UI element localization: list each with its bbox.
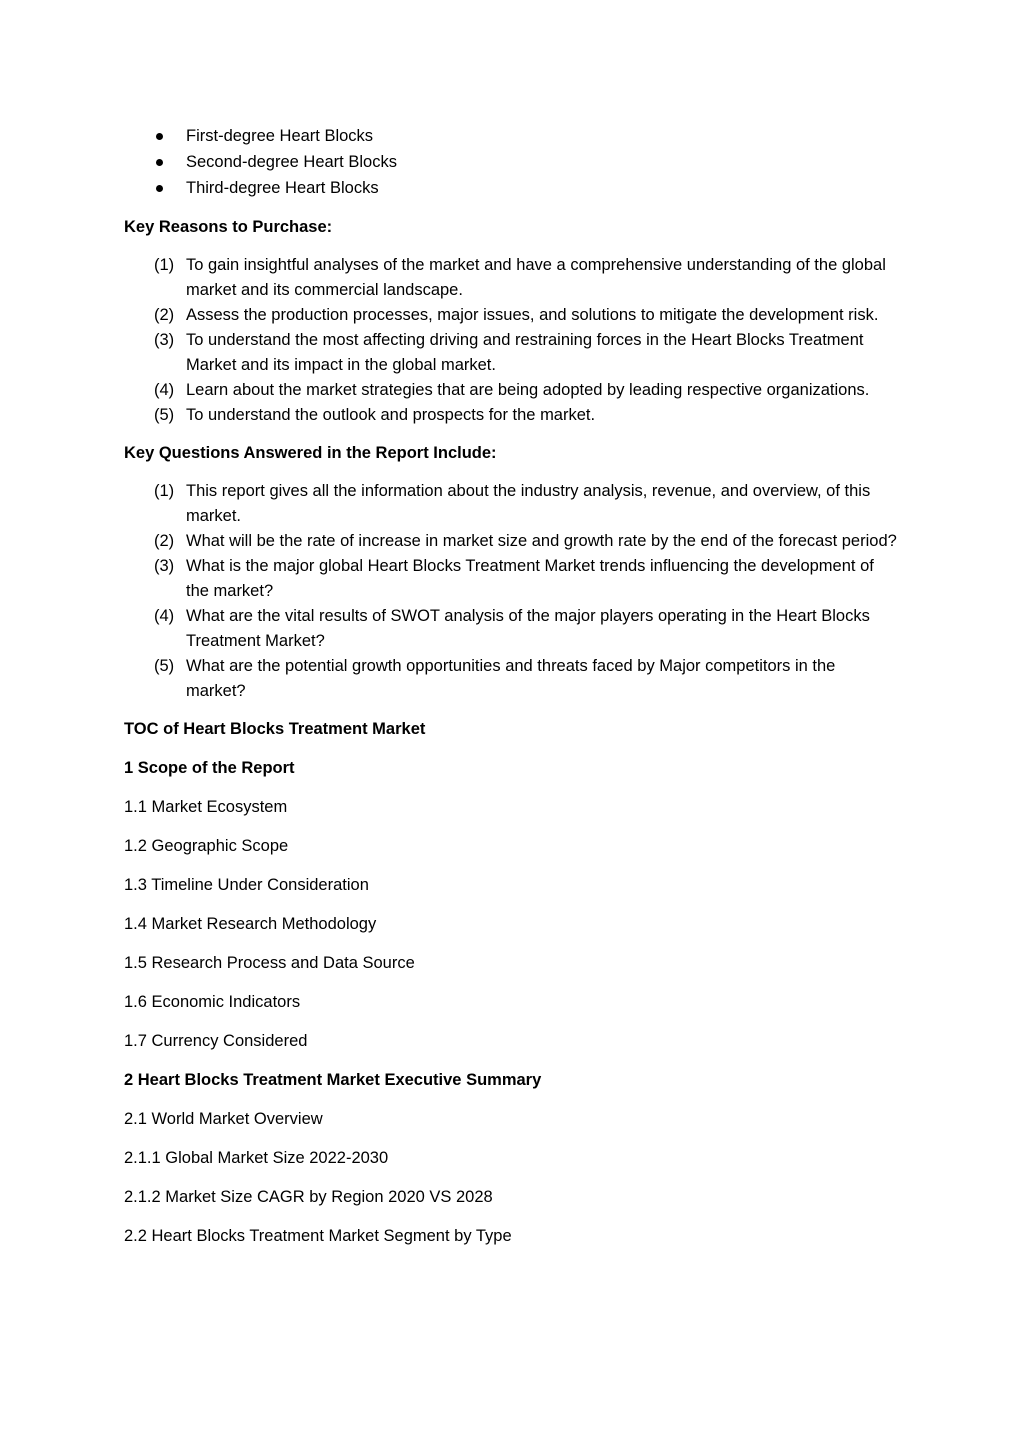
list-item-text: First-degree Heart Blocks [186, 127, 374, 145]
toc-item: 1.3 Timeline Under Consideration [124, 876, 369, 894]
list-item [124, 604, 899, 654]
toc-heading: TOC of Heart Blocks Treatment Market [124, 720, 426, 738]
list-number: (4) [154, 607, 175, 625]
list-item [124, 303, 899, 328]
list-item-text: Learn about the market strategies that are being adopted by leading respective organizations. [186, 381, 870, 399]
list-item [124, 554, 899, 604]
toc-item: 1.1 Market Ecosystem [124, 798, 288, 816]
list-item-text: This report gives all the information about the industry analysis, revenue, and overview, of this market. [186, 482, 871, 525]
list-number: (5) [154, 657, 175, 675]
list-item-text: What will be the rate of increase in market size and growth rate by the end of the forecast period? [186, 532, 897, 550]
list-item [124, 479, 899, 529]
list-item [124, 529, 899, 554]
list-number: (1) [154, 256, 175, 274]
heart-block-types-list [124, 124, 899, 202]
list-number: (4) [154, 381, 175, 399]
questions-heading: Key Questions Answered in the Report Include: [124, 444, 497, 462]
toc-item: 2.1.1 Global Market Size 2022-2030 [124, 1149, 389, 1167]
list-number: (2) [154, 532, 175, 550]
toc-item: 1.7 Currency Considered [124, 1032, 308, 1050]
toc-section-1: 1 Scope of the Report [124, 759, 295, 777]
toc-item: 1.4 Market Research Methodology [124, 915, 377, 933]
list-item-text: Assess the production processes, major issues, and solutions to mitigate the development risk. [186, 306, 879, 324]
toc-item: 1.2 Geographic Scope [124, 837, 289, 855]
bullet-icon [156, 159, 163, 166]
toc-item: 1.5 Research Process and Data Source [124, 954, 415, 972]
list-item [124, 124, 899, 150]
list-item [124, 654, 899, 704]
list-item-text: Third-degree Heart Blocks [186, 179, 379, 197]
list-item-text: To understand the outlook and prospects for the market. [186, 406, 596, 424]
bullet-icon [156, 185, 163, 192]
list-item [124, 253, 899, 303]
list-item-text: What are the vital results of SWOT analysis of the major players operating in the Heart Blocks Treatment Market? [186, 607, 870, 650]
list-item-text: To understand the most affecting driving and restraining forces in the Heart Blocks Treatment Market and its impact in the global market. [186, 331, 864, 374]
toc-item: 1.6 Economic Indicators [124, 993, 301, 1011]
list-item-text: To gain insightful analyses of the market and have a comprehensive understanding of the global market and its commercial landscape. [186, 256, 886, 299]
list-number: (3) [154, 331, 175, 349]
page-content [124, 124, 899, 1249]
list-item [124, 328, 899, 378]
toc-section-2: 2 Heart Blocks Treatment Market Executive Summary [124, 1071, 542, 1089]
reasons-heading: Key Reasons to Purchase: [124, 218, 333, 236]
list-item-text: What are the potential growth opportunities and threats faced by Major competitors in the market? [186, 657, 836, 700]
toc-item: 2.1 World Market Overview [124, 1110, 323, 1128]
list-item [124, 403, 899, 428]
list-number: (3) [154, 557, 175, 575]
list-item [124, 378, 899, 403]
list-number: (2) [154, 306, 175, 324]
bullet-icon [156, 133, 163, 140]
list-item-text: Second-degree Heart Blocks [186, 153, 397, 171]
list-item-text: What is the major global Heart Blocks Treatment Market trends influencing the development of the market? [186, 557, 874, 600]
toc-item: 2.1.2 Market Size CAGR by Region 2020 VS 2028 [124, 1188, 493, 1206]
list-item [124, 150, 899, 176]
questions-list [124, 479, 899, 704]
list-number: (1) [154, 482, 175, 500]
list-item [124, 176, 899, 202]
reasons-list [124, 253, 899, 428]
toc-item: 2.2 Heart Blocks Treatment Market Segment by Type [124, 1227, 512, 1245]
list-number: (5) [154, 406, 175, 424]
